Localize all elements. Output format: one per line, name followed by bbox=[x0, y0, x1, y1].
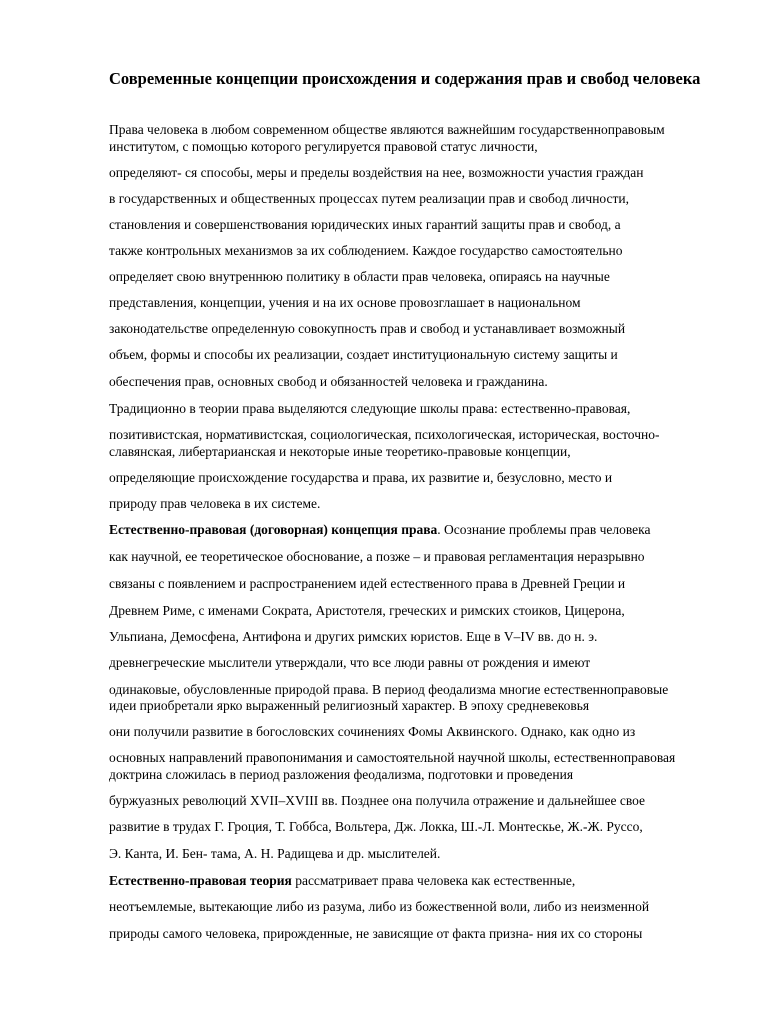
paragraph-lead-line bbox=[109, 521, 651, 538]
text-line: одинаковые, обусловленные природой права. В период феодализма многие естественноправовые bbox=[109, 682, 669, 697]
text-line: неотъемлемые, вытекающие либо из разума, либо из божественной воли, либо из неизменной bbox=[109, 899, 650, 914]
text-line: Э. Канта, И. Бен- тама, А. Н. Радищева и др. мыслителей. bbox=[109, 846, 441, 861]
text-line: славянская, либертарианская и некоторые иные теоретико-правовые концепции, bbox=[109, 444, 571, 459]
text-line: Права человека в любом современном обществе являются важнейшим государственноправовым bbox=[109, 122, 665, 137]
text-line: идеи приобретали ярко выраженный религиозный характер. В эпоху средневековья bbox=[109, 698, 590, 713]
paragraph-heading: Естественно-правовая теория bbox=[109, 873, 292, 888]
text-line: связаны с появлением и распространением идей естественного права в Древней Греции и bbox=[109, 576, 626, 591]
text-line: определяющие происхождение государства и права, их развитие и, безусловно, место и bbox=[109, 470, 613, 485]
paragraph-lead-line bbox=[109, 872, 575, 889]
text-line: буржуазных революций XVII–XVIII вв. Позднее она получила отражение и дальнейшее свое bbox=[109, 793, 646, 808]
text-line: Ульпиана, Демосфена, Антифона и других римских юристов. Еще в V–IV вв. до н. э. bbox=[109, 629, 598, 644]
text-line: объем, формы и способы их реализации, создает институциональную систему защиты и bbox=[109, 347, 618, 362]
text-line: определяет свою внутреннюю политику в области прав человека, опираясь на научные bbox=[109, 269, 610, 284]
text-line: Древнем Риме, с именами Сократа, Аристотеля, греческих и римских стоиков, Цицерона, bbox=[109, 603, 625, 618]
text-line: определяют- ся способы, меры и пределы воздействия на нее, возможности участия граждан bbox=[109, 165, 644, 180]
text-line: становления и совершенствования юридических иных гарантий защиты прав и свобод, а bbox=[109, 217, 621, 232]
text-line: природу прав человека в их системе. bbox=[109, 496, 321, 511]
document-title: Современные концепции происхождения и содержания прав и свобод человека bbox=[109, 69, 701, 88]
text-line: природы самого человека, прирожденные, не зависящие от факта призна- ния их со стороны bbox=[109, 926, 643, 941]
text-line: позитивистская, нормативистская, социологическая, психологическая, историческая, восточно- bbox=[109, 427, 660, 442]
paragraph-text: . Осознание проблемы прав человека bbox=[437, 522, 651, 537]
text-line: древнегреческие мыслители утверждали, что все люди равны от рождения и имеют bbox=[109, 655, 591, 670]
text-line: законодательстве определенную совокупность прав и свобод и устанавливает возможный bbox=[109, 321, 626, 336]
text-line: доктрина сложилась в период разложения феодализма, подготовки и проведения bbox=[109, 767, 574, 782]
text-line: в государственных и общественных процессах путем реализации прав и свобод личности, bbox=[109, 191, 629, 206]
text-line: развитие в трудах Г. Гроция, Т. Гоббса, Вольтера, Дж. Локка, Ш.-Л. Монтескье, Ж.-Ж. Руссо, bbox=[109, 819, 643, 834]
text-line: институтом, с помощью которого регулируется правовой статус личности, bbox=[109, 139, 538, 154]
text-line: основных направлений правопонимания и самостоятельной научной школы, естественноправовая bbox=[109, 750, 676, 765]
text-line: Традиционно в теории права выделяются следующие школы права: естественно-правовая, bbox=[109, 401, 631, 416]
paragraph-text: рассматривает права человека как естественные, bbox=[291, 873, 576, 888]
text-line: как научной, ее теоретическое обоснование, а позже – и правовая регламентация неразрывно bbox=[109, 549, 645, 564]
text-line: представления, концепции, учения и на их основе провозглашает в национальном bbox=[109, 295, 581, 310]
text-line: обеспечения прав, основных свобод и обязанностей человека и гражданина. bbox=[109, 374, 548, 389]
text-line: они получили развитие в богословских сочинениях Фомы Аквинского. Однако, как одно из bbox=[109, 724, 636, 739]
paragraph-heading: Естественно-правовая (договорная) концепция права bbox=[109, 522, 438, 537]
text-line: также контрольных механизмов за их соблюдением. Каждое государство самостоятельно bbox=[109, 243, 623, 258]
